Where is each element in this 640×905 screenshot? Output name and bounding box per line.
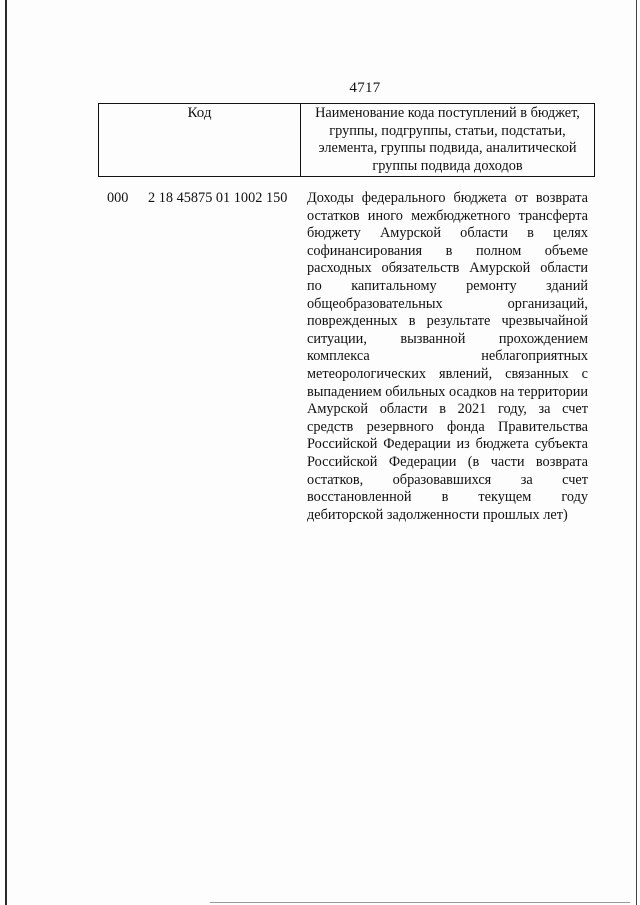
description-line: ситуации, вызванной прохождением xyxy=(307,330,588,347)
description-line: выпадением обильных осадков на территории xyxy=(307,383,589,400)
description-line: Амурской области в 2021 году, за счет xyxy=(307,401,588,418)
page-number: 4717 xyxy=(349,80,381,96)
description-line: остатков иного межбюджетного трансферта xyxy=(307,207,588,224)
header-name-column: Наименование кода поступлений в бюджет, группы, подгруппы, статьи, подстатьи, элемента, группы подвида, аналитической группы подвида доходов xyxy=(315,105,580,174)
scan-left-edge xyxy=(5,0,7,905)
scan-right-edge xyxy=(636,0,637,905)
description-line: софинансирования в полном объеме xyxy=(307,242,588,259)
description-line: Российской Федерации из бюджета субъекта xyxy=(307,436,588,453)
description-line: Российской Федерации (в части возврата xyxy=(307,453,588,470)
description-line: расходных обязательств Амурской области xyxy=(307,260,588,277)
description-line: дебиторской задолженности прошлых лет) xyxy=(307,506,568,523)
description-line: общеобразовательных организаций, xyxy=(307,295,588,312)
description-line: Доходы федерального бюджета от возврата xyxy=(307,190,588,206)
row-income-code: 2 18 45875 01 1002 150 xyxy=(148,190,288,206)
description-line: восстановленной в текущем году xyxy=(307,489,588,506)
description-line: остатков, образовавшихся за счет xyxy=(307,471,588,488)
description-line: поврежденных в результате чрезвычайной xyxy=(307,313,588,330)
scan-bottom-edge xyxy=(210,902,630,903)
row-group-code: 000 xyxy=(107,190,129,206)
description-line: средств резервного фонда Правительства xyxy=(307,418,588,435)
description-line: комплекса неблагоприятных xyxy=(307,348,588,365)
description-line: метеорологических явлений, связанных с xyxy=(307,365,588,382)
description-line: бюджету Амурской области в целях xyxy=(307,225,588,242)
header-code-column: Код xyxy=(99,104,301,176)
row-description xyxy=(307,190,588,524)
description-line: по капитальному ремонту зданий xyxy=(307,277,588,294)
table-header xyxy=(98,103,595,177)
